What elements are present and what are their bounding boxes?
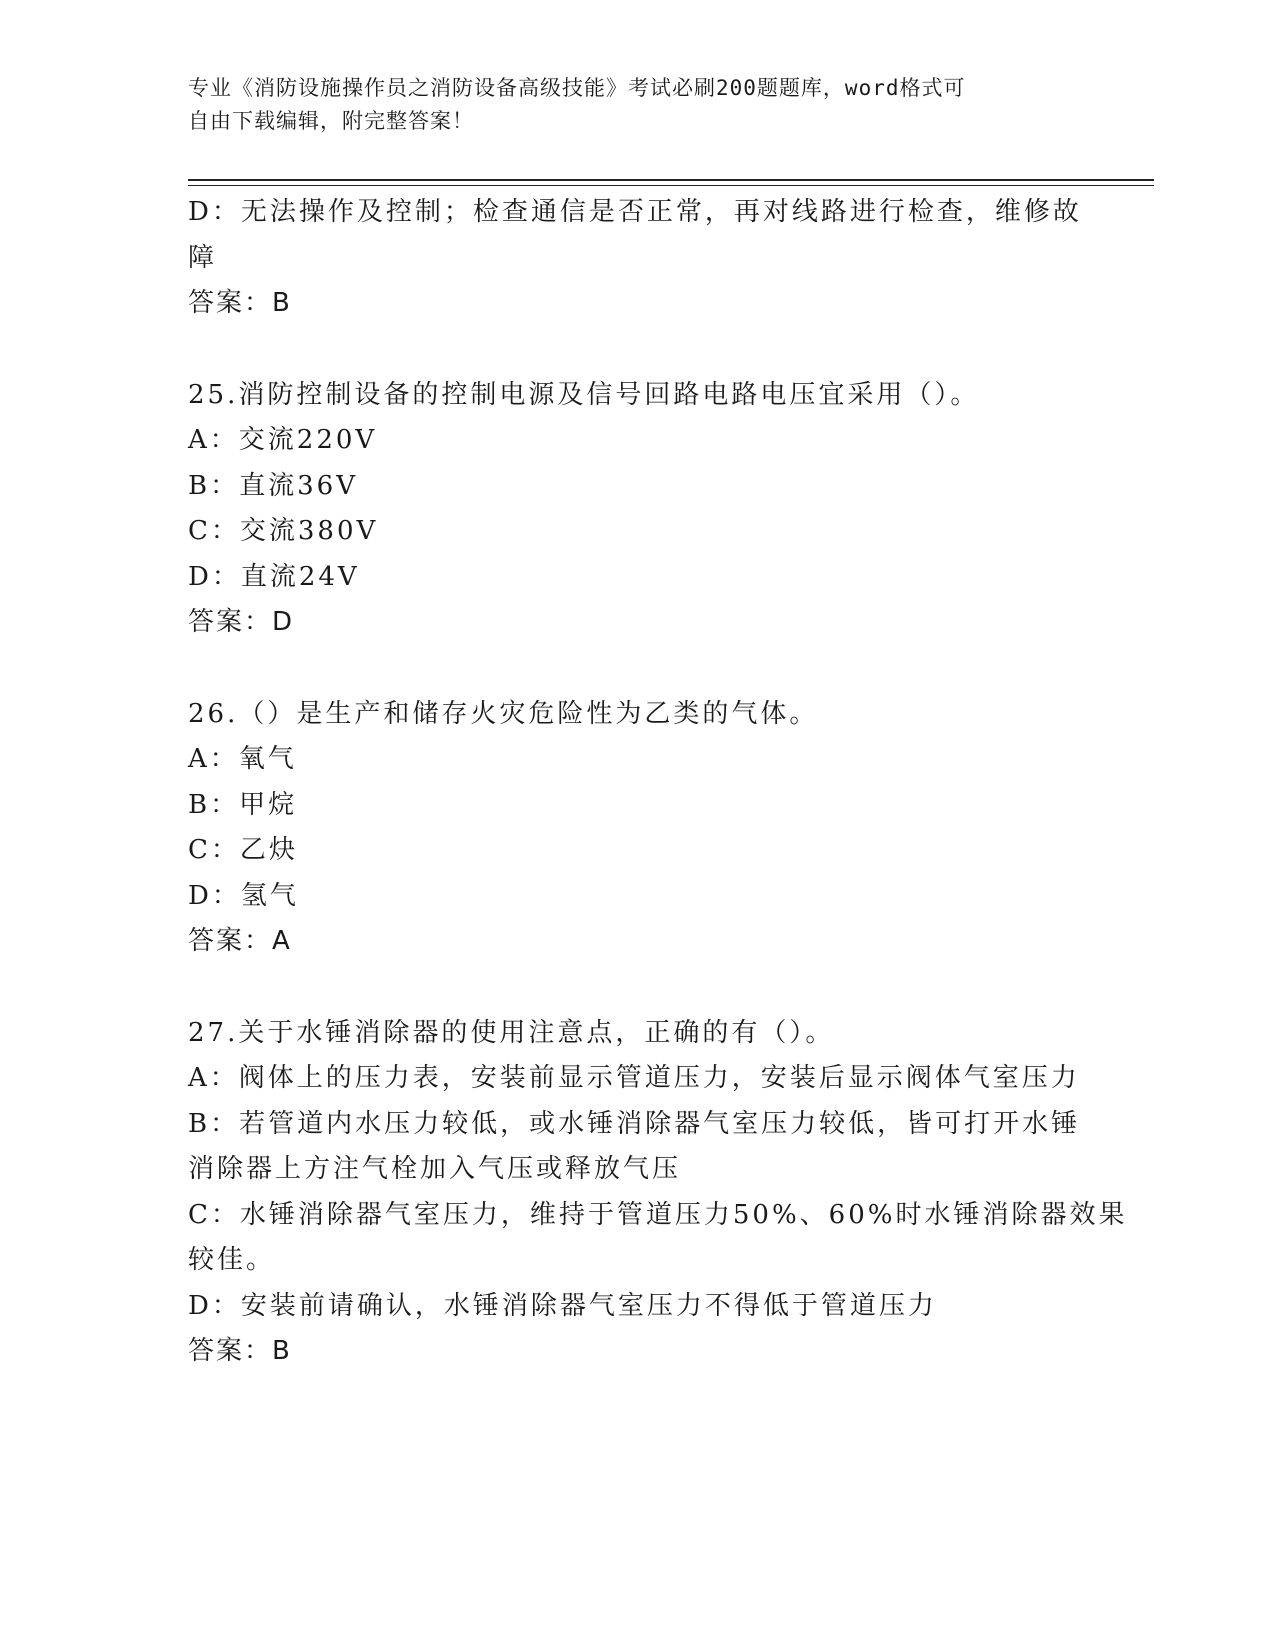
header-divider-thin xyxy=(188,185,1154,186)
question-26 xyxy=(188,692,1088,965)
option-c: C：交流380V xyxy=(188,516,379,546)
option-d: D：氢气 xyxy=(188,880,299,911)
option-d: D：直流24V xyxy=(188,561,360,592)
document-header xyxy=(188,72,1088,138)
option-a: A：交流220V xyxy=(188,425,378,455)
header-line-2: 自由下载编辑，附完整答案！ xyxy=(188,109,474,133)
answer: 答案：A xyxy=(188,926,292,956)
answer: 答案：D xyxy=(188,607,295,637)
option-b-line-1: B：若管道内水压力较低，或水锤消除器气室压力较低，皆可打开水锤 xyxy=(188,1108,1081,1139)
prev-answer: 答案：B xyxy=(188,288,292,318)
question-stem: 25.消防控制设备的控制电源及信号回路电路电压宜采用（）。 xyxy=(188,379,980,410)
option-a: A：阀体上的压力表，安装前显示管道压力，安装后显示阀体气室压力 xyxy=(188,1063,1080,1093)
option-b: B：直流36V xyxy=(188,470,358,501)
question-content xyxy=(188,190,1128,1375)
prev-option-d-line-2: 障 xyxy=(188,242,218,273)
answer: 答案：B xyxy=(188,1336,292,1366)
question-stem: 27.关于水锤消除器的使用注意点，正确的有（）。 xyxy=(188,1017,835,1048)
question-27 xyxy=(188,1011,1128,1375)
spacer xyxy=(188,646,1088,692)
option-a: A：氧气 xyxy=(188,744,297,774)
header-line-1: 专业《消防设施操作员之消防设备高级技能》考试必刷200题题库，word格式可 xyxy=(188,76,966,100)
prev-option-d-line-1: D：无法操作及控制；检查通信是否正常，再对线路进行检查，维修故 xyxy=(188,197,1082,227)
spacer xyxy=(188,965,1088,1011)
question-stem: 26.（）是生产和储存火灾危险性为乙类的气体。 xyxy=(188,698,819,729)
question-25 xyxy=(188,373,1088,646)
option-c-line-2: 较佳。 xyxy=(188,1245,276,1275)
option-b-line-2: 消除器上方注气栓加入气压或释放气压 xyxy=(188,1154,682,1184)
option-c: C：乙炔 xyxy=(188,835,298,865)
spacer xyxy=(188,327,1088,373)
header-divider-thick xyxy=(188,179,1154,181)
option-c-line-1: C：水锤消除器气室压力，维持于管道压力50%、60%时水锤消除器效果 xyxy=(188,1199,1128,1230)
option-d: D：安装前请确认，水锤消除器气室压力不得低于管道压力 xyxy=(188,1290,937,1321)
option-b: B：甲烷 xyxy=(188,789,298,820)
